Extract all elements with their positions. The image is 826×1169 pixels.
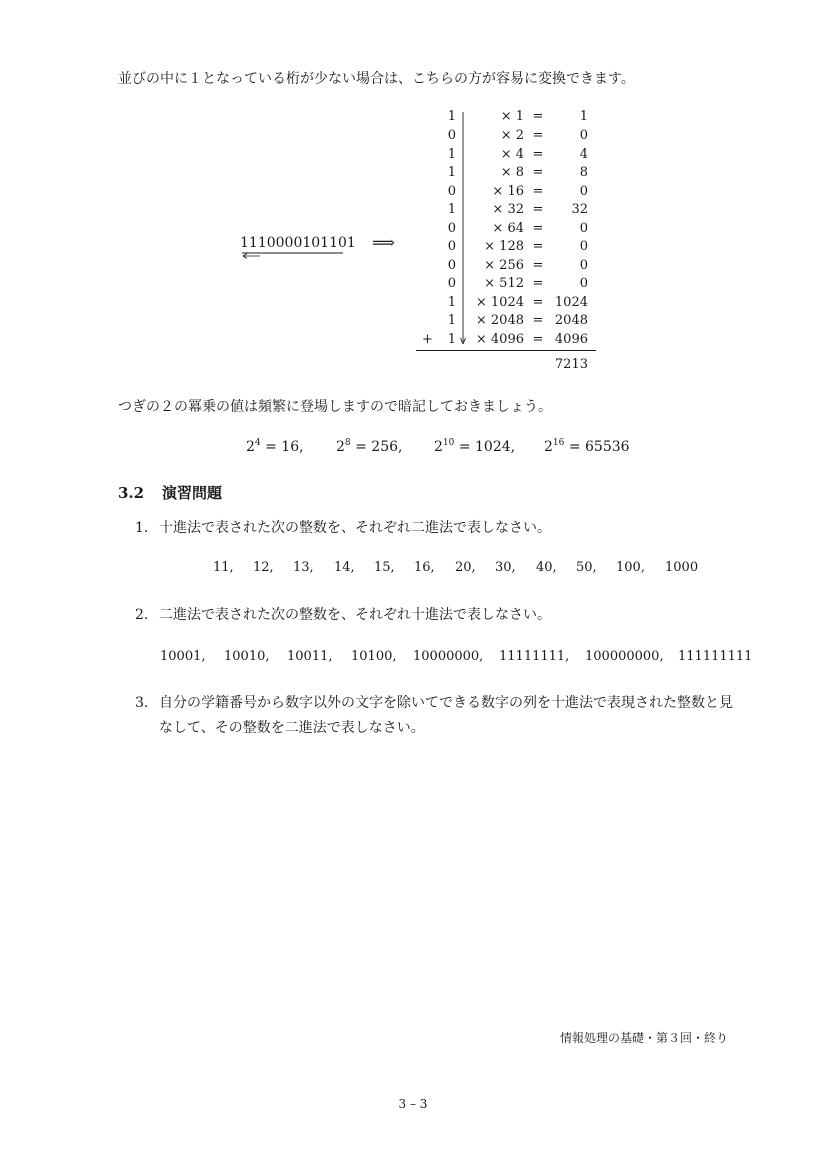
down-arrow-icon [458,112,470,346]
product-value: 4096 [554,332,588,347]
list-item: 13, [293,560,314,575]
bit-digit: 1 [447,295,456,310]
product-value: 0 [579,239,588,254]
product-value: 8 [579,165,588,180]
section-title: 演習問題 [162,484,223,502]
equals-sign: = [532,147,544,162]
multiplier: × 4096 [475,332,524,347]
equals-sign: = [532,165,544,180]
list-item: 50, [576,560,597,575]
list-item: 100, [616,560,645,575]
list-item: 100000000, [585,649,664,664]
equals-sign: = [532,109,544,124]
list-item: 111111111 [678,649,753,664]
list-item: 20, [455,560,476,575]
exercise-item [135,691,733,715]
multiplier: × 2 [500,128,524,143]
equals-sign: = [532,239,544,254]
binary-number: 1110000101101 [240,235,356,251]
equals-sign: = [532,221,544,236]
plus-sign: + [422,332,433,347]
multiplier: × 1024 [475,295,524,310]
list-item: 11111111, [499,649,570,664]
bit-digit: 1 [447,313,456,328]
equals-sign: = [532,313,544,328]
product-value: 4 [579,147,588,162]
multiplier: × 512 [484,276,524,291]
multiplier: × 256 [484,258,524,273]
equals-sign: = [532,202,544,217]
exercise-item [135,603,551,627]
bit-digit: 0 [447,239,456,254]
exercise-text: 自分の学籍番号から数字以外の文字を除いてできる数字の列を十進法で表現された整数と見 [159,695,733,711]
equals-sign: = [532,276,544,291]
section-heading [118,482,222,503]
bit-digit: 0 [447,128,456,143]
product-value: 0 [579,276,588,291]
equals-sign: = [532,258,544,273]
product-value: 0 [579,184,588,199]
exercise-text: 十進法で表された次の整数を、それぞれ二進法で表しなさい。 [159,520,551,536]
multiplier: × 128 [484,239,524,254]
document-footer: 情報処理の基礎・第３回・終り [560,1031,729,1045]
multiplier: × 4 [500,147,524,162]
power-term: $2^{10} = 1024$, [434,438,516,455]
multiplier: × 64 [492,221,524,236]
power-term: $2^8 = 256$, [336,438,403,455]
list-item: 10001, [160,649,206,664]
exercise-item [135,516,551,540]
equals-sign: = [532,295,544,310]
power-term: $2^4 = 16$, [246,438,304,455]
product-value: 0 [579,258,588,273]
page-number: 3 – 3 [398,1097,428,1111]
multiplier: × 32 [492,202,524,217]
product-value: 32 [571,202,588,217]
bit-digit: 0 [447,184,456,199]
powers-intro: つぎの２の冪乗の値は頻繁に登場しますので暗記しておきましょう。 [118,399,552,415]
multiplier: × 16 [492,184,524,199]
list-item: 10011, [287,649,333,664]
bit-digit: 0 [447,258,456,273]
multiplier: × 8 [500,165,524,180]
bit-digit: 1 [447,147,456,162]
implies-arrow-icon: ⟹ [372,233,395,252]
multiplier: × 2048 [475,313,524,328]
bit-digit: 0 [447,276,456,291]
power-term: $2^{16} = 65536$ [544,438,630,455]
left-arrow-icon [240,251,350,259]
list-item: 11, [213,560,234,575]
list-item: 10010, [224,649,270,664]
exercise-number: 1. [135,520,149,536]
list-item: 15, [374,560,395,575]
list-item: 40, [536,560,557,575]
product-value: 1 [579,109,588,124]
exercise-text: 二進法で表された次の整数を、それぞれ十進法で表しなさい。 [159,607,551,623]
exercise-number: 3. [135,695,149,711]
sum-rule [416,350,596,351]
total-value: 7213 [554,357,588,372]
equals-sign: = [532,332,544,347]
list-item: 16, [414,560,435,575]
equals-sign: = [532,184,544,199]
bit-digit: 1 [447,332,456,347]
list-item: 10000000, [413,649,484,664]
intro-text: 並びの中に１となっている桁が少ない場合は、こちらの方が容易に変換できます。 [118,71,635,87]
product-value: 1024 [554,295,588,310]
exercise-text-continued: なして、その整数を二進法で表しなさい。 [159,720,425,736]
product-value: 0 [579,128,588,143]
equals-sign: = [532,128,544,143]
bit-digit: 1 [447,202,456,217]
product-value: 0 [579,221,588,236]
section-number: 3.2 [118,484,145,502]
list-item: 1000 [665,560,699,575]
product-value: 2048 [554,313,588,328]
list-item: 14, [334,560,355,575]
bit-digit: 1 [447,165,456,180]
list-item: 30, [495,560,516,575]
exercise-number: 2. [135,607,149,623]
list-item: 12, [253,560,274,575]
multiplier: × 1 [500,109,524,124]
list-item: 10100, [351,649,397,664]
bit-digit: 0 [447,221,456,236]
bit-digit: 1 [447,109,456,124]
